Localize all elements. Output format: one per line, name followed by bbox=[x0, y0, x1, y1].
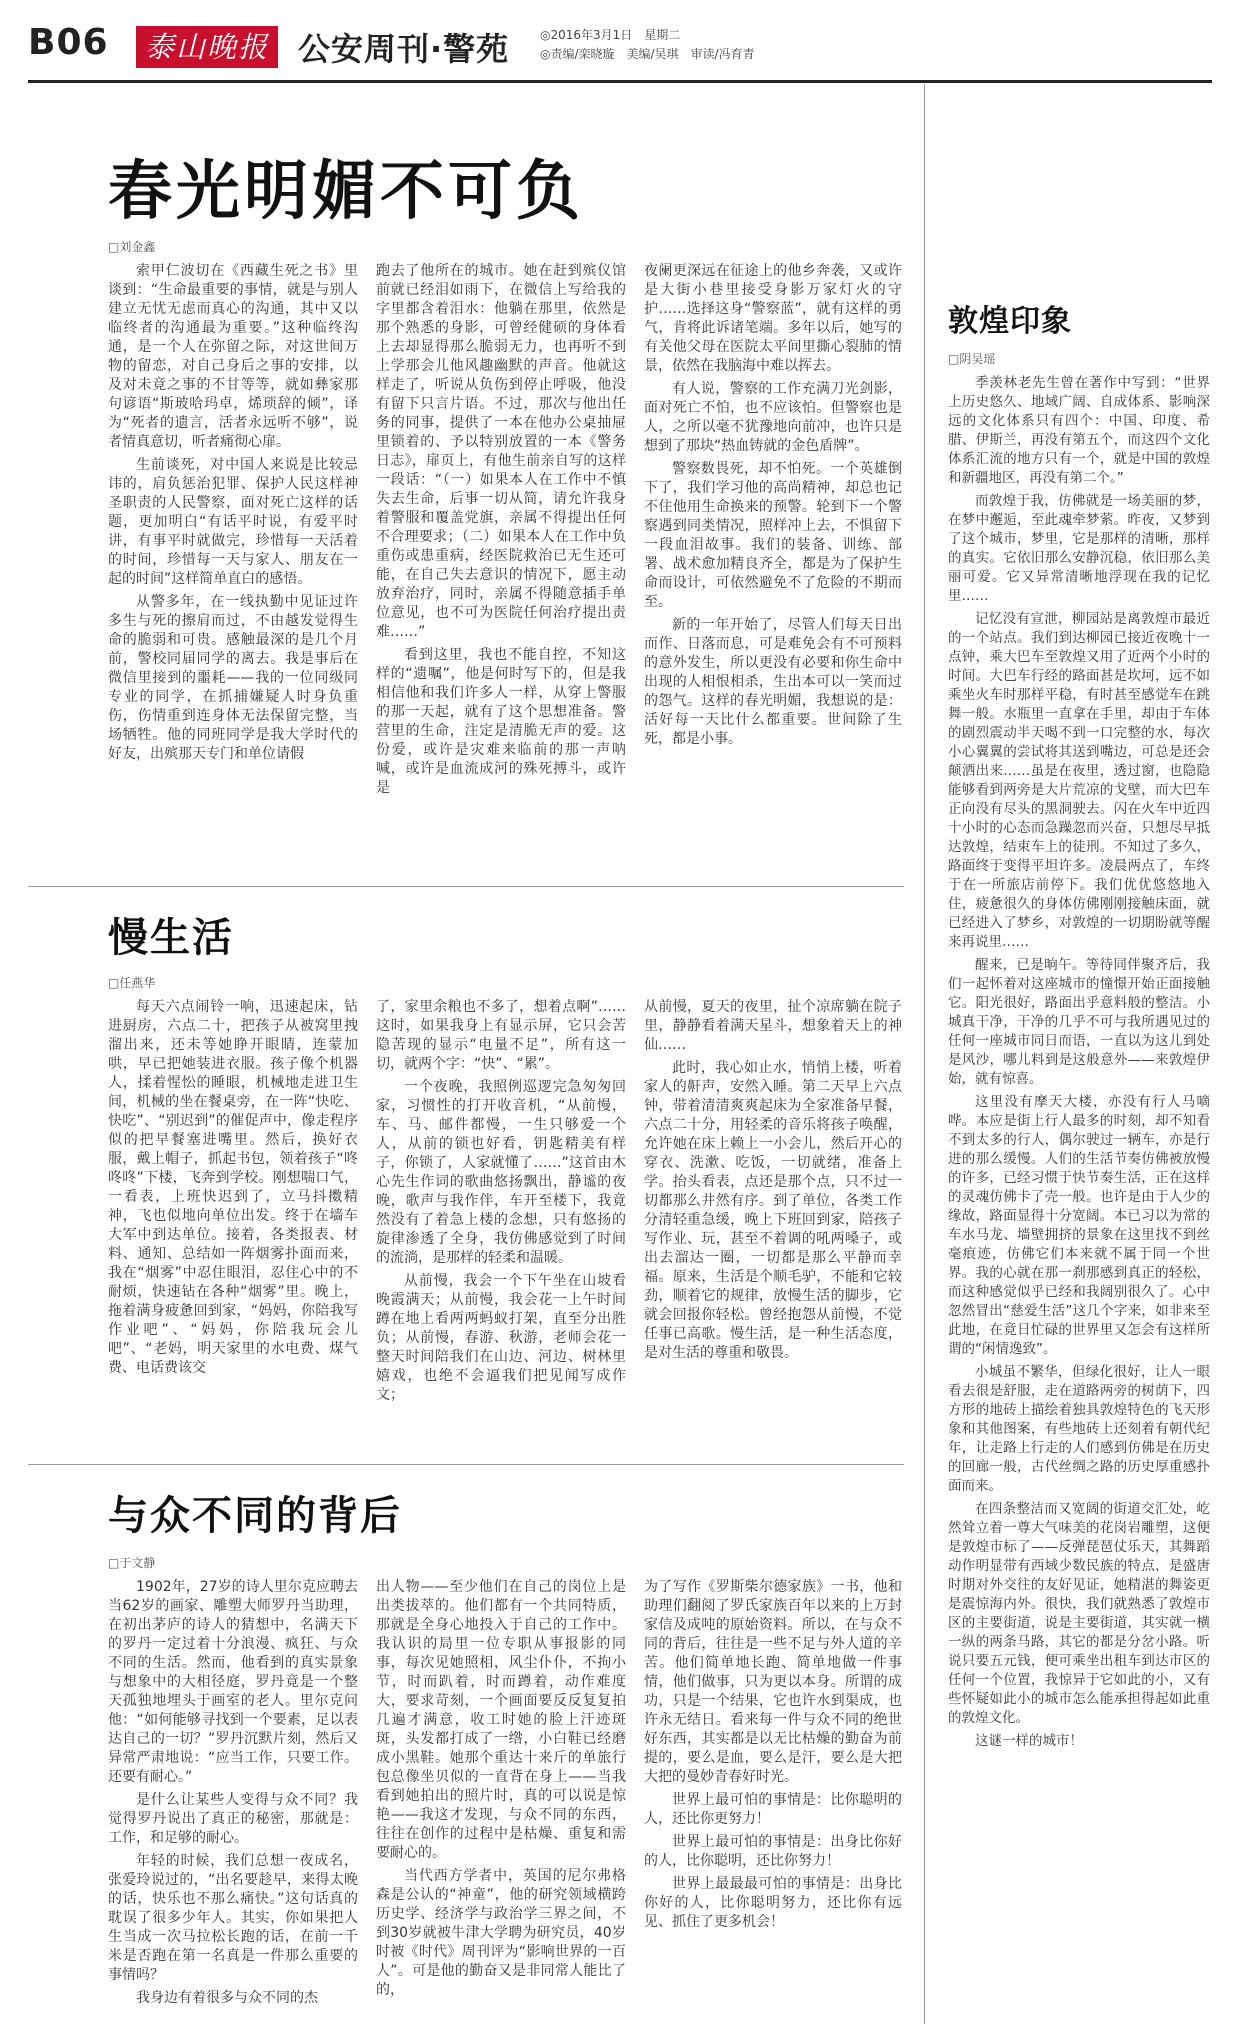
article-column bbox=[108, 998, 358, 1382]
article-byline: □于文静 bbox=[108, 1556, 156, 1570]
article-column bbox=[376, 262, 626, 802]
page-number: B06 bbox=[28, 22, 109, 63]
paragraph: 1902年，27岁的诗人里尔克应聘去当62岁的画家、雕塑大师罗丹当助理，在初出茅庐的诗人的猜想中，名满天下的罗丹一定过着十分浪漫、疯狂、与众不同的生活。然而，他看到的真实景象与想象中的大相径庭，罗丹竟是一个整天孤独地埋头于画室的老人。里尔克问他：“如何能够寻找到一个要素，足以表达自己的一切？”罗丹沉默片刻，然后又异常严肃地说：“应当工作，只要工作。还要有耐心。” bbox=[108, 1579, 358, 1785]
paragraph: 是什么让某些人变得与众不同？我觉得罗丹说出了真正的秘密，那就是：工作，和足够的耐心。 bbox=[108, 1792, 358, 1846]
paragraph: 而敦煌于我，仿佛就是一场美丽的梦，在梦中邂逅，至此魂牵梦萦。昨夜，又梦到了这个城市，梦里，它是那样的清晰，那样的真实。它依旧那么安静沉稳，依旧那么美丽可爱。它又异常清晰地浮现在我的记忆里…… bbox=[948, 493, 1210, 604]
paragraph: 从警多年，在一线执勤中见证过许多生与死的擦肩而过，不由越发觉得生命的脆弱和可贵。感触最深的是几个月前，警校同届同学的离去。我是事后在微信里接到的噩耗——我的一位同级同专业的同学，在抓捕嫌疑人时身负重伤，伤情重到连身体无法保留完整，当场牺牲。他的同班同学是我大学时代的好友，出殡那天专门和单位请假 bbox=[108, 594, 358, 762]
article-headline: 春光明媚不可负 bbox=[108, 155, 584, 229]
paragraph: 我身边有着很多与众不同的杰 bbox=[136, 1990, 318, 2006]
paragraph: 跑去了他所在的城市。她在赶到殡仪馆前就已经泪如雨下，在微信上写给我的字里都含着泪水：他躺在那里，依然是那个熟悉的身影，可曾经健硕的身体看上去却显得那么脆弱无力，也再听不到上学那会儿他风趣幽默的声音。他就这样走了，听说从负伤到停止呼吸，他没有留下只言片语。不过，那次与他出任务的同事，提供了一本在他办公桌抽屉里锁着的、予以特别放置的一本《警务日志》，扉页上，有他生前亲自写的这样一段话：“（一）如果本人在工作中不慎失去生命，后事一切从简，请允许我身着警服和覆盖党旗，亲属不得提出任何不合理要求；（二）如果本人在工作中负重伤或患重病，经医院救治已无生还可能，在自己失去意识的情况下，愿主动放弃治疗，同时，亲属不得随意插手单位意见，也不可为医院任何治疗提出责难……” bbox=[376, 263, 626, 640]
masthead-rule bbox=[28, 80, 1212, 83]
paragraph: 一个夜晚，我照例巡逻完急匆匆回家，习惯性的打开收音机，“从前慢，车、马、邮件都慢，一生只够爱一个人，从前的锁也好看，钥匙精美有样子，你锁了，人家就懂了……”这首由木心先生作词的歌曲悠扬飘出，静谧的夜晚，歌声与我作伴，车开至楼下，我竟然没有了着急上楼的念想，只有悠扬的旋律渗透了全身，我仿佛感觉到了时间的流淌，是那样的轻柔和温暖。 bbox=[376, 1079, 626, 1266]
article-column bbox=[108, 262, 358, 768]
paragraph: 了，家里余粮也不多了，想着点啊”……这时，如果我身上有显示屏，它只会苦隐苦现的显示“电量不足”，所有这一切，就两个字：“快”、“累”。 bbox=[376, 999, 626, 1072]
column-divider bbox=[924, 84, 925, 2024]
paragraph: 醒来，已是晌午。等待同伴聚齐后，我们一起怀着对这座城市的憧憬开始正面接触它。阳光很好，路面出乎意料般的整洁。小城真干净，干净的几乎不可与我所遇见过的任何一座城市同日而语，一直以为这儿到处是风沙，哪儿料到是这般意外——来敦煌伊始，就有惊喜。 bbox=[948, 957, 1210, 1087]
article-column bbox=[376, 998, 626, 1409]
paragraph: 生前谈死，对中国人来说是比较忌讳的，肩负惩治犯罪、保护人民这样神圣职责的人民警察，面对死亡这样的话题，更加明白“有话平时说，有爱平时讲，有事平时就做完，珍惜每一天活着的时间，珍惜每一天与家人、朋友在一起的时间”这样简单直白的感悟。 bbox=[108, 457, 358, 587]
paragraph: 此时，我心如止水，悄悄上楼，听着家人的鼾声，安然入睡。第二天早上六点钟，带着清清爽爽起床为全家准备早餐，六点二十分，用轻柔的音乐将孩子唤醒，允许她在床上赖上一小会儿，然后开心的穿衣、洗漱、吃饭，一切就绪，准备上学。抬头看表，点还是那个点，只不过一切都那么井然有序。到了单位，各类工作分清轻重急缓，晚上下班回到家，陪孩子写作业、玩，甚至不着调的吼两嗓子，或出去溜达一圈，一切都是那么平静而幸福。原来，生活是个顺毛驴，不能和它较劲，顺着它的规律，放慢生活的脚步，它就会回报你轻松。曾经抱怨从前慢，不觉任事已高歌。慢生活，是一种生活态度，是对生活的尊重和敬畏。 bbox=[644, 1060, 902, 1361]
article-column bbox=[644, 262, 902, 753]
article-headline: 慢生活 bbox=[108, 915, 234, 961]
paragraph: 季羡林老先生曾在著作中写到：“世界上历史悠久、地域广阔、自成体系、影响深远的文化体系只有四个：中国、印度、希腊、伊斯兰，再没有第五个，而这四个文化体系汇流的地方只有一个，就是中国的敦煌和新疆地区，再没有第二个。” bbox=[948, 375, 1210, 486]
date-line: ◎2016年3月1日 星期二 bbox=[540, 28, 681, 42]
paragraph: 警察数畏死，却不怕死。一个英雄倒下了，我们学习他的高尚精神，却总也记不住他用生命换来的预警。轮到下一个警察遇到同类情况，照样冲上去，不惧留下一段血泪故事。我们的装备、训练、部署、战术愈加精良齐全，都是为了保护生命而设计，可依然避免不了危险的不期而至。 bbox=[644, 461, 902, 610]
article-byline: □刘金鑫 bbox=[108, 240, 156, 254]
paragraph: 小城虽不繁华，但绿化很好，让人一眼看去很是舒服，走在道路两旁的树荫下，四方形的地砖上描绘着独具敦煌特色的飞天形象和其他图案，有些地砖上还刻着有朝代纪年，让走路上行走的人们感到仿佛是在历史的回廊一般，古代丝绸之路的历史厚重感扑面而来。 bbox=[948, 1364, 1210, 1494]
paragraph: 夜阑更深远在征途上的他乡奔袭，又或许是大街小巷里接受身影万家灯火的守护……选择这身“警察蓝”，就有这样的勇气，肯将此诉诸笔端。多年以后，她写的有关他父母在医院太平间里撕心裂肺的情景，依然在我脑海中难以挥去。 bbox=[644, 263, 902, 374]
section-divider bbox=[28, 1464, 904, 1465]
paragraph: 这里没有摩天大楼，亦没有行人马嘀哗。本应是街上行人最多的时刻，却不知看不到太多的行人，偶尔驶过一辆车，亦是行进的那么缓慢。人们的生活节奏仿佛被放慢的许多，已经习惯于快节奏生活，正在这样的灵魂仿佛卡了壳一般。也许是由于人少的缘故，路面显得十分宽阔。本已习以为常的车水马龙、墙壁拥挤的景象在这里找不到丝毫痕迹，仿佛它们本来就不属于同一个世界。我的心就在那一刹那感到真正的轻松，而这种感觉似乎已经和我阔别很久了。心中忽然冒出“慈爱生活”这几个字来，如非来至此地，在竟日忙碌的世界里又怎会有这样所谓的“闲情逸致”。 bbox=[948, 1094, 1210, 1357]
article-byline: □任燕华 bbox=[108, 976, 156, 990]
article-column bbox=[644, 1578, 902, 1936]
paragraph: 年轻的时候，我们总想一夜成名，张爱玲说过的，“出名要趁早，来得太晚的话，快乐也不那么痛快。”这句话真的耽误了很多少年人。其实，你如果把人生当成一次马拉松长跑的话，在前一千米是否跑在第一名真是一件那么重要的事情吗？ bbox=[108, 1853, 358, 1983]
paragraph: 每天六点闹铃一响，迅速起床，钻进厨房，六点二十，把孩子从被窝里拽溜出来，还未等她睁开眼睛，连蒙加哄，早已把她装进衣服。孩子像个机器人，揉着惺忪的睡眼，机械地走进卫生间，机械的坐在餐桌旁，在一阵“快吃、快吃”、“别迟到”的催促声中，像走程序似的把早餐塞进嘴里。然后，换好衣服，戴上帽子，抓起书包，领着孩子“咚咚咚”下楼，飞奔到学校。刚想喘口气，一看表，上班快迟到了，立马抖擞精神，飞也似地向单位出发。终于在墙车大军中到达单位。接着，各类报表、材料、通知、总结如一阵烟雾扑面而来，我在“烟雾”中忍住眼泪，忍住心中的不耐烦，快速钻在各种“烟雾”里。晚上，拖着满身疲惫回到家，“妈妈，你陪我写作业吧”、“妈妈，你陪我玩会儿吧”、“老妈，明天家里的水电费、煤气费、电话费该交 bbox=[108, 999, 358, 1376]
masthead bbox=[28, 22, 1212, 72]
paragraph: 有人说，警察的工作充满刀光剑影，面对死亡不怕，也不应该怕。但警察也是人，之所以毫不犹豫地向前冲，也许只是想到了那块“热血铸就的金色盾牌”。 bbox=[644, 381, 902, 454]
paragraph: 世界上最最最可怕的事情是：出身比你好的人，比你聪明努力，还比你有远见、抓住了更多机会！ bbox=[644, 1876, 902, 1930]
article-headline: 敦煌印象 bbox=[948, 304, 1072, 339]
article-column bbox=[948, 374, 1210, 1755]
article-column bbox=[376, 1578, 626, 2004]
paragraph: 世界上最可怕的事情是：出身比你好的人，比你聪明，还比你努力！ bbox=[644, 1834, 902, 1869]
paragraph: 当代西方学者中，英国的尼尔弗格森是公认的“神童”，他的研究领域横跨历史学、经济学与政治学三界之间，不到30岁就被牛津大学聘为研究员，40岁时被《时代》周刊评为“影响世界的一百人”。可是他的勤奋又是非同常人能比了的， bbox=[376, 1868, 626, 1998]
article-byline: □阴吴瑶 bbox=[948, 352, 996, 366]
paragraph: 从前慢，我会一个下午坐在山坡看晚霞满天；从前慢，我会花一上午时间蹲在地上看两两蚂蚁打架，直至分出胜负；从前慢，春游、秋游，老师会花一整天时间陪我们在山边、河边、树林里嬉戏，也绝不会逼我们把见闻写成作文； bbox=[376, 1273, 626, 1403]
paragraph: 世界上最可怕的事情是：比你聪明的人，还比你更努力！ bbox=[644, 1792, 902, 1827]
paragraph: 新的一年开始了，尽管人们每天日出而作、日落而息，可是难免会有不可预料的意外发生，所以更没有必要和你生命中出现的人相恨相杀，生出本可以一笑而过的怨气。这样的春光明媚，我想说的是：活好每一天比什么都重要。世间除了生死，都是小事。 bbox=[644, 617, 902, 747]
paragraph: 记忆没有宣泄，柳园站是离敦煌市最近的一个站点。我们到达柳园已接近夜晚十一点钟，乘大巴车至敦煌又用了近两个小时的时间。大巴车行经的路面甚是坎坷，远不如乘坐火车时那样平稳，有时甚至感觉车在跳舞一般。水瓶里一直拿在手里，却由于车体的剧烈震动半天喝不到一口完整的水，每次小心翼翼的尝试将其送到嘴边，可总是还会颠洒出来……虽是在夜里，透过窗，也隐隐能够看到两旁是大片荒凉的戈壁，而大巴车正向没有尽头的黑洞驶去。闪在火车中近四十小时的心态而急躁忽而兴奋，只想尽早抵达敦煌，结束车上的徒刑。不知过了多久，路面终于变得平坦许多。凌晨两点了，车终于在一所旅店前停下。我们优优悠悠地入住，疲惫很久的身体仿佛刚刚接触床面，就已经进入了梦乡，对敦煌的一切期盼就等醒来再说里…… bbox=[948, 611, 1210, 950]
paragraph: 在四条整洁而又宽阔的街道交汇处，屹然耸立着一尊大气味美的花岗岩雕塑，这便是敦煌市标了——反弹琵琶仗乐天，其舞蹈动作明显带有西域少数民族的特点，是盛唐时期对外交往的友好见证，她精湛的舞姿更是震惊海内外。很快，我们就熟悉了敦煌市区的主要街道，说是主要街道，其实就一横一纵的两条马路，其它的都是分岔小路。听说只要五元钱，便可乘坐出租车到达市区的任何一个位置，我惊异于它如此的小，又有些怀疑如此小的城市怎么能承担得起如此重的敦煌文化。 bbox=[948, 1501, 1210, 1726]
paragraph: 看到这里，我也不能自控，不知这样的“遗嘱”，他是何时写下的，但是我相信他和我们许多人一样，从穿上警服的那一天起，就有了这个思想准备。警营里的生命，注定是清脆无声的爱。这份爱，或许是灾难来临前的那一声呐喊，或许是血流成河的殊死搏斗，或许是 bbox=[376, 647, 626, 796]
article-column bbox=[108, 1578, 358, 2012]
paragraph: 这谜一样的城市！ bbox=[975, 1733, 1083, 1749]
section-title: 公安周刊·警苑 bbox=[298, 30, 510, 68]
article-headline: 与众不同的背后 bbox=[108, 1493, 402, 1539]
issue-meta bbox=[540, 26, 755, 64]
paragraph: 索甲仁波切在《西藏生死之书》里谈到：“生命最重要的事情，就是与别人建立无忧无虑而真心的沟通，其中又以临终者的沟通最为重要。”这种临终沟通，是一个人在弥留之际，对这世间万物的留恋，对自己身后之事的安排，以及对未竟之事的不甘等等，就如彝家那句谚语“斯玻哈玛卓，烯琐辞的倾”，译为“死者的遗言，活者永远听不够”，说者情真意切，听者痛彻心扉。 bbox=[108, 263, 358, 450]
newspaper-logo: 泰山晚报 bbox=[136, 26, 278, 68]
paragraph: 出人物——至少他们在自己的岗位上是出类拔萃的。他们都有一个共同特质，那就是全身心地投入于自己的工作中。我认识的局里一位专职从事报影的同事，每次见她照相，风尘仆仆，不拘小节，时而趴着，时而蹲着，动作难度大，要求苛刻，一个画面要反反复复拍几遍才满意，收工时她的脸上汗迹斑斑，头发都打成了一绺，小白鞋已经磨成小黑鞋。她那个重达十来斤的单旅行包总像坐贝似的一直背在身上——当我看到她拍出的照片时，真的可以说是惊艳——我这才发现，与众不同的东西，往往在创作的过程中是枯燥、重复和需要耐心的。 bbox=[376, 1579, 626, 1861]
editor-line: ◎责编/栾晓璇 美编/吴琪 审读/冯育青 bbox=[540, 47, 755, 61]
article-column bbox=[644, 998, 902, 1367]
section-divider bbox=[28, 886, 904, 887]
paragraph: 从前慢，夏天的夜里，扯个凉席躺在院子里，静静看着满天星斗，想象着天上的神仙…… bbox=[644, 999, 902, 1053]
paragraph: 为了写作《罗斯柴尔德家族》一书，他和助理们翻阅了罗氏家族百年以来的上万封家信及成吨的原始资料。所以，在与众不同的背后，往往是一些不足与外人道的辛苦。他们简单地长跑、简单地做一件事情，他们做事，只为更以本身。所谓的成功，只是一个结果，它也许水到渠成，也许永无结日。看来每一件与众不同的绝世好东西，其实都是以无比枯燥的勤奋为前提的，要么是血，要么是汗，要么是大把大把的曼妙青春好时光。 bbox=[644, 1579, 902, 1785]
